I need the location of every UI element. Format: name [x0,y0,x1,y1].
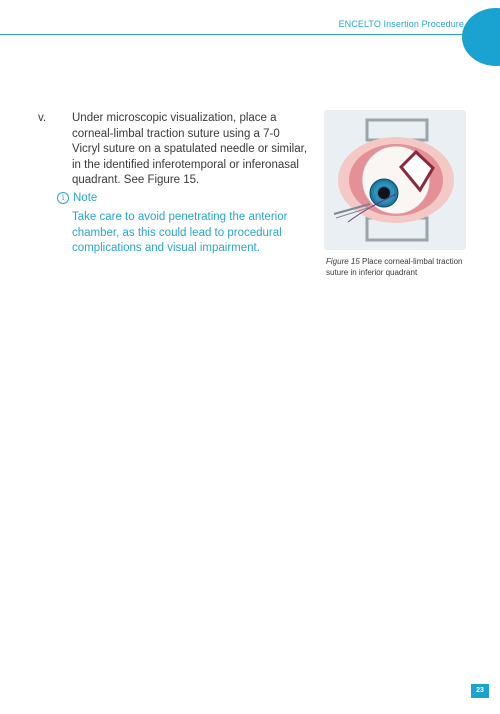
page-number: 23 [471,684,489,698]
note-label: Note [73,192,98,204]
pupil [378,187,390,199]
header-divider [0,34,468,35]
note-heading [57,192,97,204]
page-header-title: ENCELTO Insertion Procedure [338,19,464,29]
eye-suture-illustration [324,110,466,250]
corner-decoration [462,8,500,66]
figure-caption [326,257,466,278]
figure-caption-text: Place corneal-limbal traction suture in inferior quadrant [326,257,463,277]
step-instruction: Under microscopic visualization, place a corneal-limbal traction suture using a 7-0 Vicryl suture on a spatulated needle or similar, in the identified inferotemporal or inferonasal quadrant. See Figure 15. [72,112,308,186]
info-icon: i [57,192,69,204]
note-text: Take care to avoid penetrating the anterior chamber, as this could lead to procedural complications and visual impairment. [72,211,288,254]
step-number: v. [38,112,47,124]
figure-caption-label: Figure 15 [326,257,360,266]
